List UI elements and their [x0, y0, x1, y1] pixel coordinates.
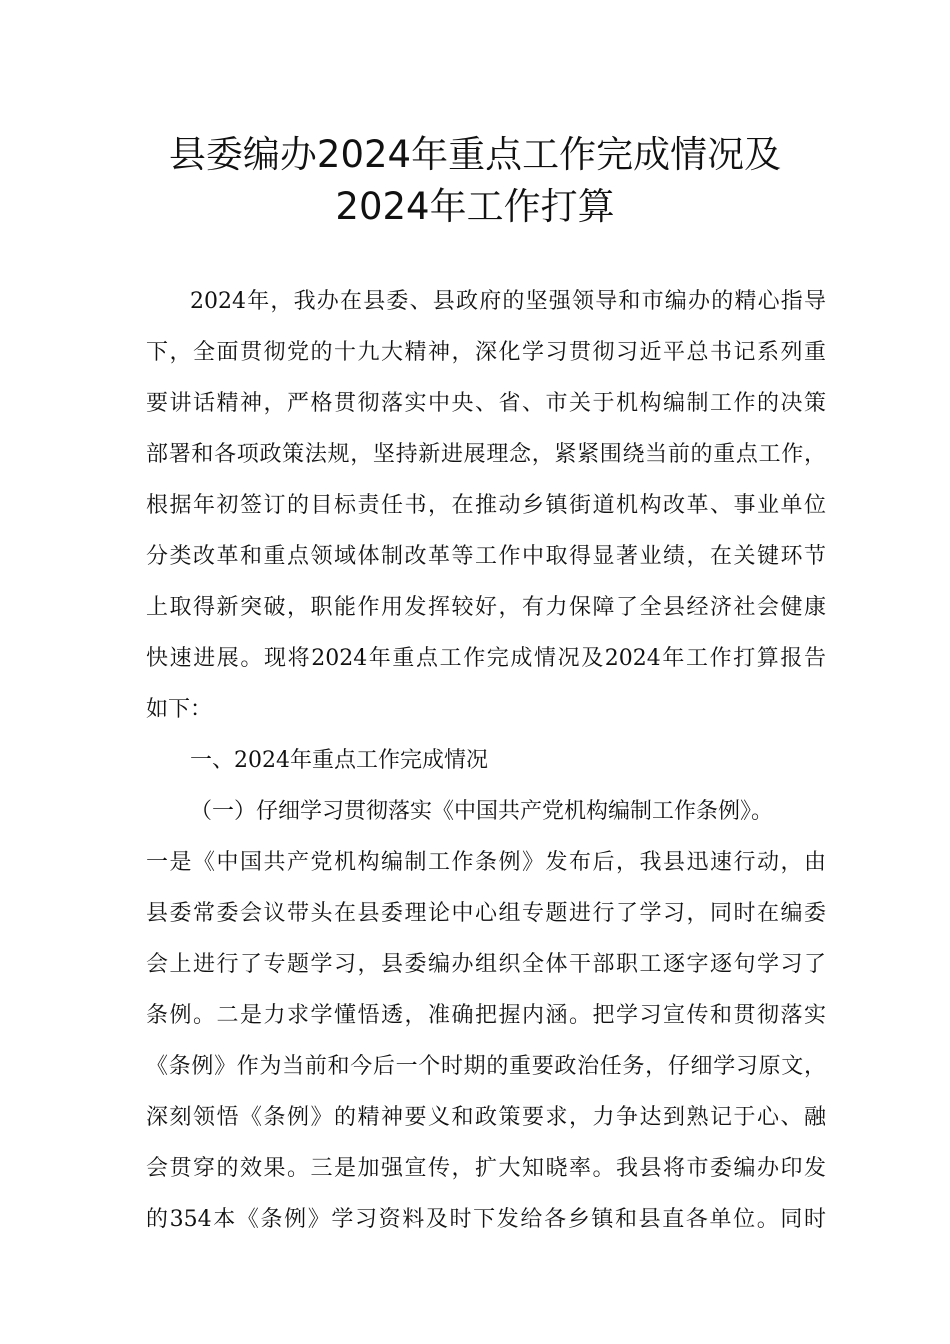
document-title-line-1: 县委编办2024年重点工作完成情况及	[168, 133, 782, 176]
paragraph-1-line: 快速进展。现将2024年重点工作完成情况及2024年工作打算报告	[146, 646, 826, 671]
document-title-line-2: 2024年工作打算	[335, 185, 615, 228]
section-heading: 一、2024年重点工作完成情况	[190, 748, 488, 773]
paragraph-1-line: 下，全面贯彻党的十九大精神，深化学习贯彻习近平总书记系列重	[146, 340, 826, 365]
paragraph-2-line: 深刻领悟《条例》的精神要义和政策要求，力争达到熟记于心、融	[146, 1105, 826, 1130]
paragraph-2-line: 《条例》作为当前和今后一个时期的重要政治任务，仔细学习原文，	[146, 1054, 826, 1079]
paragraph-1-line: 要讲话精神，严格贯彻落实中央、省、市关于机构编制工作的决策	[146, 391, 826, 416]
paragraph-2-line: 会贯穿的效果。三是加强宣传，扩大知晓率。我县将市委编办印发	[146, 1156, 826, 1181]
paragraph-2-line: 县委常委会议带头在县委理论中心组专题进行了学习，同时在编委	[146, 901, 826, 926]
paragraph-2-line: （一）仔细学习贯彻落实《中国共产党机构编制工作条例》。	[190, 799, 774, 824]
paragraph-2-line: 条例。二是力求学懂悟透，准确把握内涵。把学习宣传和贯彻落实	[146, 1003, 826, 1028]
paragraph-2-line: 的354本《条例》学习资料及时下发给各乡镇和县直各单位。同时	[146, 1207, 826, 1232]
paragraph-1-line: 部署和各项政策法规，坚持新进展理念，紧紧围绕当前的重点工作，	[146, 442, 826, 467]
paragraph-1-line: 根据年初签订的目标责任书，在推动乡镇街道机构改革、事业单位	[146, 493, 826, 518]
paragraph-1-line: 上取得新突破，职能作用发挥较好，有力保障了全县经济社会健康	[146, 595, 826, 620]
paragraph-2-line: 一是《中国共产党机构编制工作条例》发布后，我县迅速行动，由	[146, 850, 826, 875]
paragraph-1-line: 2024年，我办在县委、县政府的坚强领导和市编办的精心指导	[190, 289, 826, 314]
paragraph-2-line: 会上进行了专题学习，县委编办组织全体干部职工逐字逐句学习了	[146, 952, 826, 977]
paragraph-1-line: 分类改革和重点领域体制改革等工作中取得显著业绩，在关键环节	[146, 544, 826, 569]
paragraph-1-line: 如下：	[146, 697, 213, 722]
